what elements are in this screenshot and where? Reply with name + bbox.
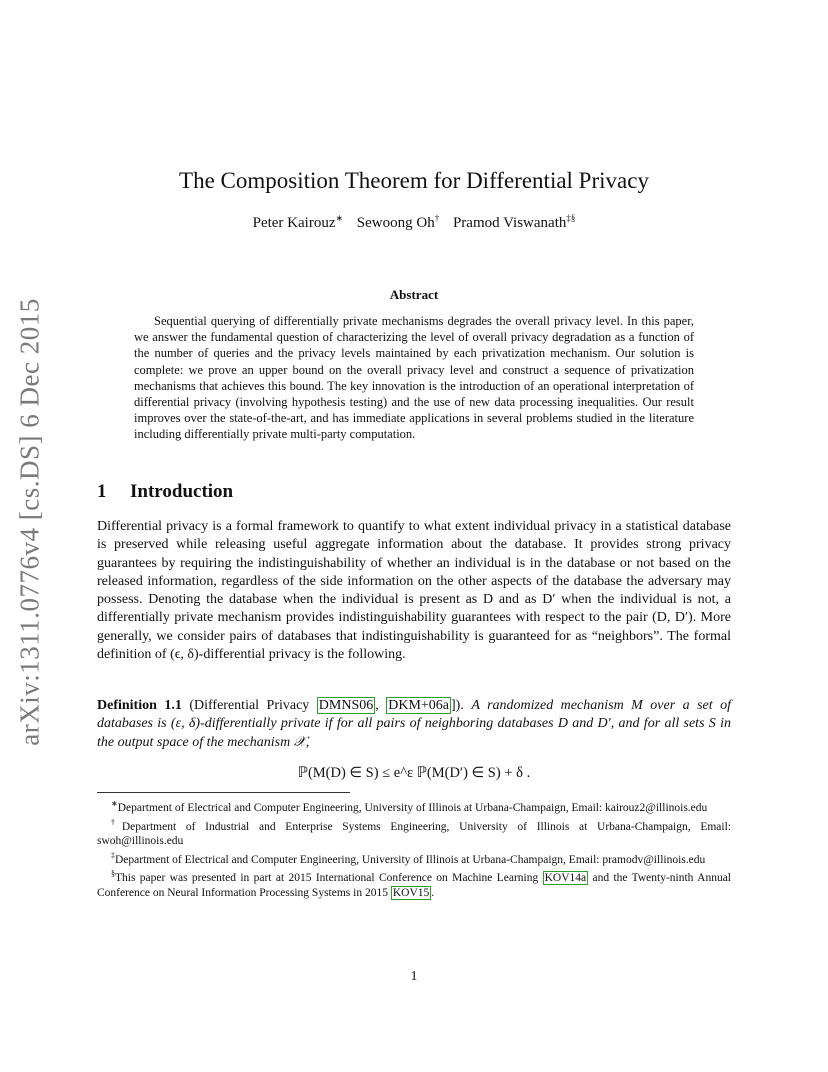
introduction-paragraph: Differential privacy is a formal framework to quantify to what extent individual privacy in a statistical database is preserved while releasing useful aggregate information about the database. It provides strong privacy guarantees by requiring the indistinguishability of whether an individual is in the database or not based on the released information, regardless of the side information on the other aspects of the database the adversary may possess. Denoting the database when the individual is present as D and as D′ when the individual is not, a differentially private mechanism provides indistinguishability guarantees with respect to the pair (D, D′). More generally, we consider pairs of databases that indistinguishability is guaranteed for as “neighbors”. The formal definition of (ϵ, δ)-differential privacy is the following. [97,519,731,663]
citation-link[interactable]: DMNS06 [318,698,374,713]
author-name: Pramod Viswanath [452,215,567,231]
citation-link[interactable]: KOV14a [544,872,587,885]
section-heading [97,481,597,503]
author-name: Sewoong Oh [356,215,435,231]
footnote [97,867,731,900]
footnote-text: Department of Electrical and Computer Engineering, University of Illinois at Urbana-Champaign, Email: kairouz2@illinois.edu [117,801,708,814]
author-list [100,213,728,232]
definition-name-close: ]). [451,698,464,713]
definition-body: A randomized mechanism M over a set of databases is (ε, δ)-differentially private if for all pairs of neighboring databases D and D′, and for all sets S in the output space of the mechanism 𝒳, [97,698,732,750]
footnote-mark: † [111,817,122,827]
section-title: Introduction [130,481,234,502]
footnote-mark: § [111,869,115,879]
author-footnote-mark[interactable]: ‡§ [566,213,576,223]
footnote-rule [97,792,350,793]
definition-label: Definition 1.1 [97,698,182,713]
footnote-text: This paper was presented in part at 2015 International Conference on Machine Learning [115,872,543,885]
arxiv-stamp [0,297,60,747]
footnotes [97,797,731,901]
citation-separator: , [375,698,387,713]
section-number: 1 [97,481,107,502]
arxiv-stamp-text: arXiv:1311.0776v4 [cs.DS] 6 Dec 2015 [14,298,45,746]
paper-title: The Composition Theorem for Differential Privacy [179,168,649,193]
footnote-mark: ∗ [111,799,118,808]
footnote-text: Department of Electrical and Computer Engineering, University of Illinois at Urbana-Champaign, Email: pramodv@illinois.edu [115,853,706,866]
author [453,215,575,231]
footnote-mark: ‡ [111,850,115,860]
footnote-text: . [431,886,435,899]
author [253,215,343,231]
author-name: Peter Kairouz [252,215,336,231]
definition-block [97,697,731,752]
display-equation: ℙ(M(D) ∈ S) ≤ e^ε ℙ(M(D′) ∈ S) + δ . [297,765,531,781]
footnote [97,816,731,849]
author-footnote-mark[interactable]: ∗ [335,213,344,223]
footnote-text: Department of Industrial and Enterprise Systems Engineering, University of Illinois at Urbana-Champaign, Email: swoh@illinois.edu [97,820,731,848]
page-number: 1 [410,969,418,984]
citation-link[interactable]: DKM+06a [388,698,450,713]
author [357,215,439,231]
footnote [97,797,731,816]
abstract-heading: Abstract [389,287,439,302]
abstract-text: Sequential querying of differentially private mechanisms degrades the overall privacy level. In this paper, we answer the fundamental question of characterizing the level of overall privacy degradation as a function of the number of queries and the privacy levels maintained by each privatization mechanism. Our solution is complete: we prove an upper bound on the overall privacy level and construct a sequence of privatization mechanisms that achieves this bound. The key innovation is the introduction of an operational interpretation of differential privacy (involving hypothesis testing) and the use of new data processing inequalities. Our result improves over the state-of-the-art, and has immediate applications in several problems studied in the literature including differentially private multi-party computation. [134,314,694,442]
definition-name [189,697,463,714]
definition-name-open: (Differential Privacy [189,698,317,713]
citation-link[interactable]: KOV15 [392,886,430,899]
footnote [97,849,731,868]
author-footnote-mark[interactable]: † [434,213,440,223]
footnote-text: and the Twenty-ninth Annual Conference on Neural Information Processing Systems in 2015 [97,872,732,899]
